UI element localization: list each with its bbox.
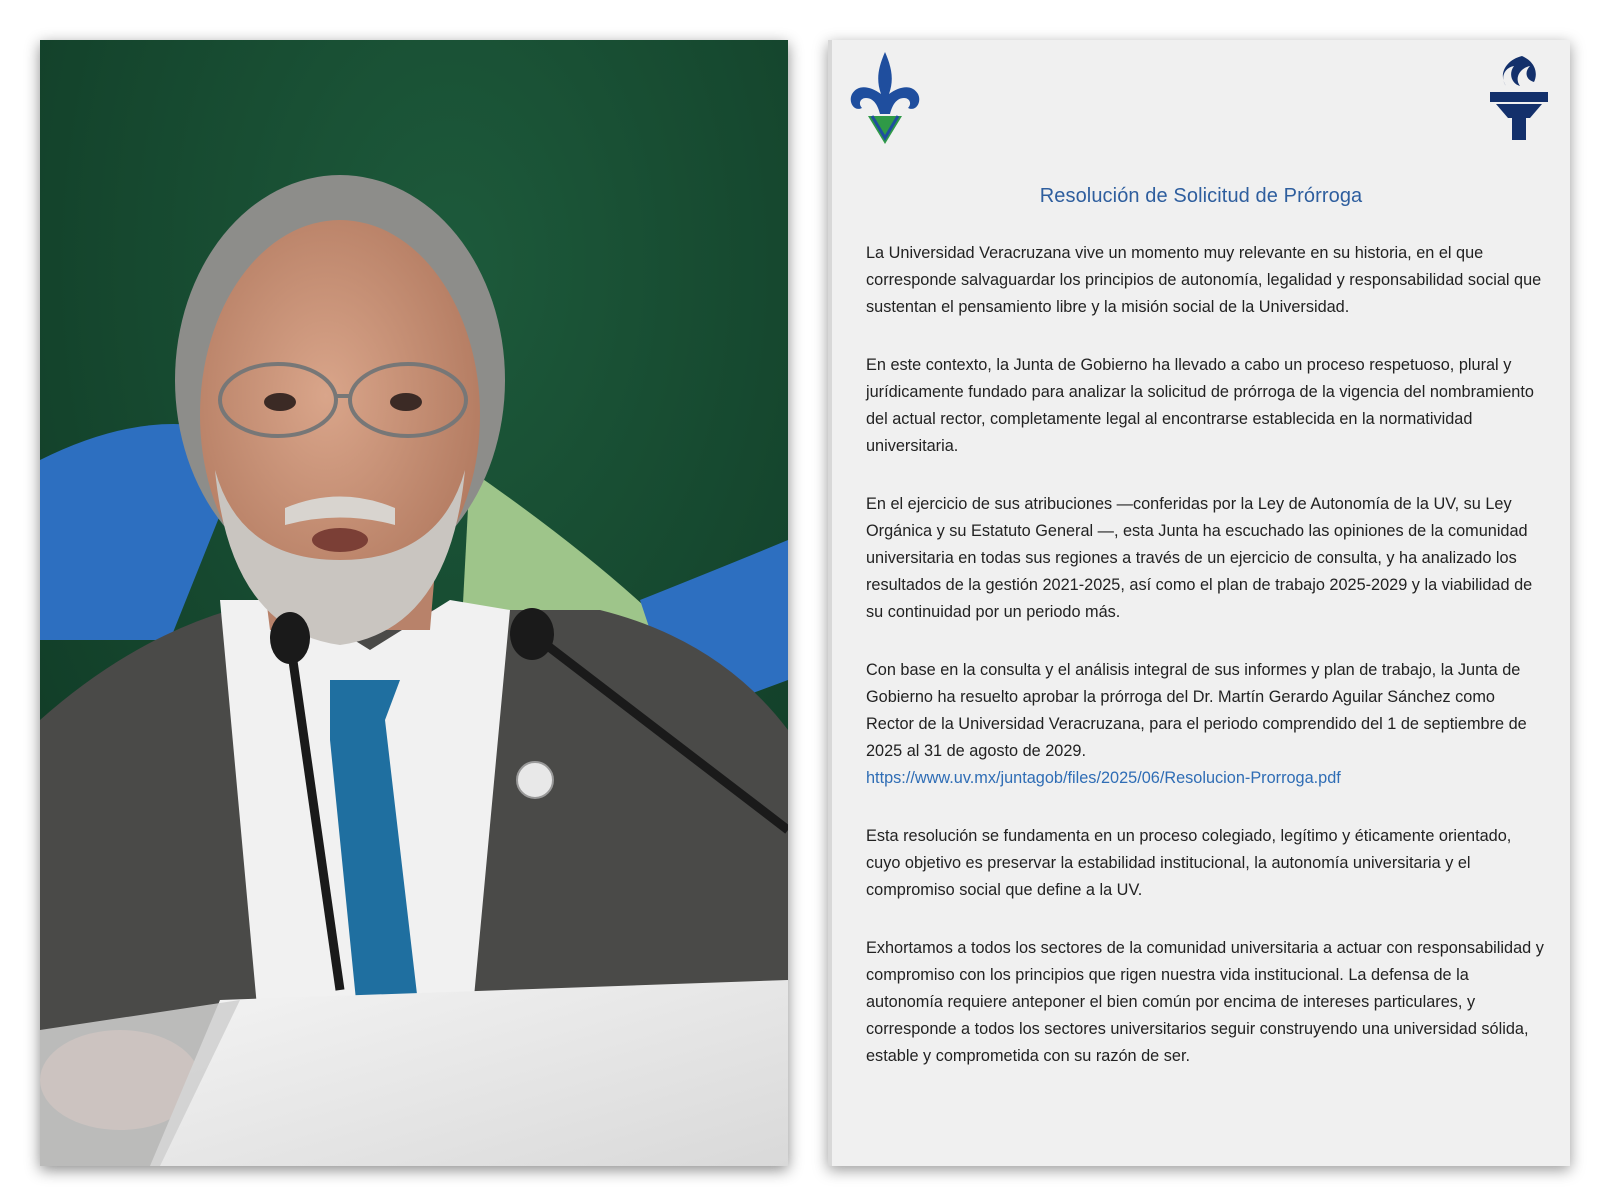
paragraph-exhortation: Exhortamos a todos los sectores de la comunidad universitaria a actuar con responsabilidad y compromiso con los principios que rigen nuestra vida institucional. La defensa de la autonomía requiere anteponer el bien común por encima de intereses particulares, y corresponde a todos los sectores universitarios seguir construyendo una universidad sólida, estable y comprometida con su razón de ser. [866,939,1544,1065]
eye-left [264,393,296,411]
resolution-pdf-link[interactable]: https://www.uv.mx/juntagob/files/2025/06/Resolucion-Prorroga.pdf [866,769,1341,787]
speaker-photo-illustration [40,40,788,1166]
lapel-pin [517,762,553,798]
paragraph-context: En este contexto, la Junta de Gobierno ha llevado a cabo un proceso respetuoso, plural y jurídicamente fundado para analizar la solicitud de prórroga de la vigencia del nombramiento del actual rector, completamente legal al encontrarse establecida en la normatividad universitaria. [866,356,1534,455]
document-body [866,240,1546,1101]
podium [150,980,788,1166]
resolution-document [828,40,1570,1166]
mouth [312,528,368,552]
resolution-text: Con base en la consulta y el análisis integral de sus informes y plan de trabajo, la Junta de Gobierno ha resuelto aprobar la prórroga del Dr. Martín Gerardo Aguilar Sánchez como Rector de la Universidad Veracruzana, para el periodo comprendido del 1 de septiembre de 2025 al 31 de agosto de 2029. [866,661,1527,760]
eye-right [390,393,422,411]
microphone-left-head [270,612,310,664]
paragraph-foundation: Esta resolución se fundamenta en un proceso colegiado, legítimo y éticamente orientado, cuyo objetivo es preservar la estabilidad institucional, la autonomía universitaria y el compromiso social que define a la UV. [866,827,1512,899]
paragraph-resolution [866,657,1546,792]
microphone-right-head [510,608,554,660]
document-title: Resolución de Solicitud de Prórroga [1039,185,1363,207]
torch-logo-icon [1484,52,1554,144]
paragraph-attributions: En el ejercicio de sus atribuciones —conferidas por la Ley de Autonomía de la UV, su Ley Orgánica y su Estatuto General —, esta Junta ha escuchado las opiniones de la comunidad universitaria en todas sus regiones a través de un ejercicio de consulta, y ha analizado los resultados de la gestión 2021-2025, así como el plan de trabajo 2025-2029 y la viabilidad de su continuidad por un periodo más. [866,495,1533,621]
paragraph-intro: La Universidad Veracruzana vive un momento muy relevante en su historia, en el que corresponde salvaguardar los principios de autonomía, legalidad y responsabilidad social que sustentan el pensamiento libre y la misión social de la Universidad. [866,244,1542,316]
uv-flor-de-lis-logo-icon [848,50,922,144]
speaker-photo [40,40,788,1166]
